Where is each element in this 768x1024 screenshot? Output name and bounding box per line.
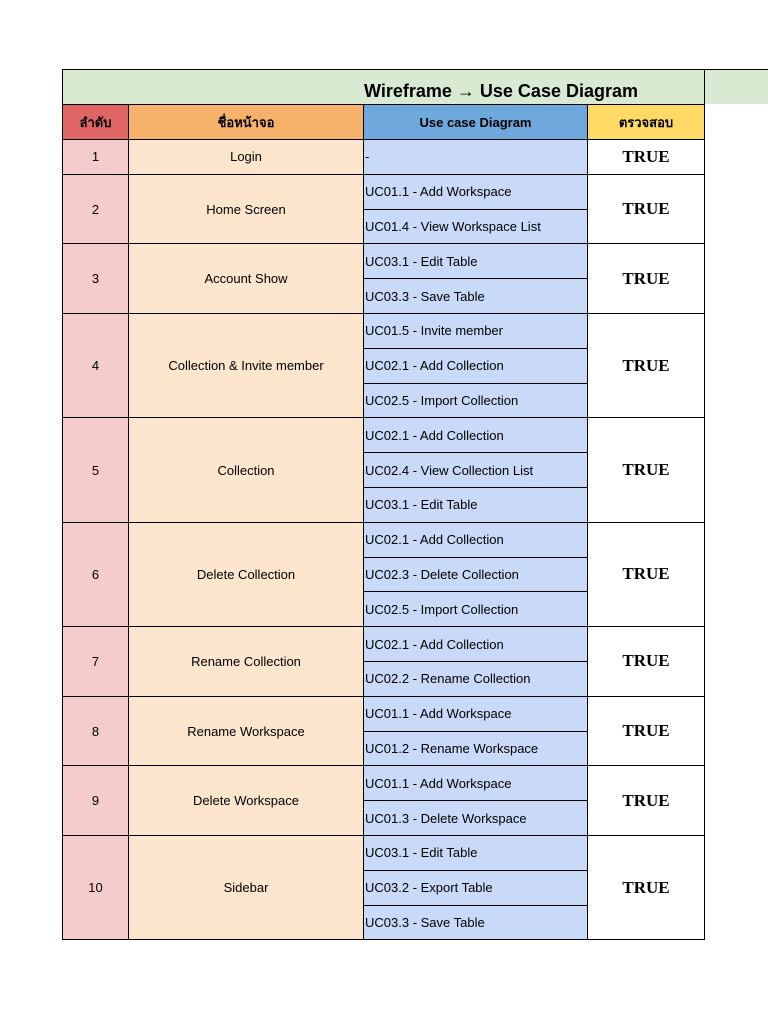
check-result-cell[interactable]: TRUE [588, 835, 705, 939]
table-row [63, 244, 705, 279]
table-row [63, 766, 705, 801]
use-case-cell[interactable]: UC02.5 - Import Collection [364, 592, 588, 627]
screen-name-cell[interactable]: Collection & Invite member [129, 313, 364, 417]
table-row [63, 522, 705, 557]
table-row [63, 140, 705, 175]
use-case-cell[interactable]: UC03.1 - Edit Table [364, 244, 588, 279]
header-screen-name[interactable]: ชื่อหน้าจอ [129, 105, 364, 140]
check-result-cell[interactable]: TRUE [588, 313, 705, 417]
screen-name-cell[interactable]: Collection [129, 418, 364, 522]
table-row [63, 313, 705, 348]
table-title: Wireframe → Use Case Diagram [364, 81, 638, 101]
screen-name-cell[interactable]: Login [129, 140, 364, 175]
use-case-cell[interactable]: UC02.1 - Add Collection [364, 522, 588, 557]
title-bar [62, 69, 768, 104]
table-row [63, 418, 705, 453]
row-number-cell[interactable]: 6 [63, 522, 129, 626]
header-use-case[interactable]: Use case Diagram [364, 105, 588, 140]
row-number-cell[interactable]: 2 [63, 174, 129, 244]
header-order[interactable]: ลำดับ [63, 105, 129, 140]
use-case-cell[interactable]: UC02.1 - Add Collection [364, 627, 588, 662]
use-case-cell[interactable]: UC01.1 - Add Workspace [364, 766, 588, 801]
title-divider [704, 70, 705, 104]
use-case-cell[interactable]: UC03.3 - Save Table [364, 905, 588, 940]
check-result-cell[interactable]: TRUE [588, 418, 705, 522]
use-case-cell[interactable]: UC01.4 - View Workspace List [364, 209, 588, 244]
check-result-cell[interactable]: TRUE [588, 244, 705, 314]
use-case-cell[interactable]: UC03.2 - Export Table [364, 870, 588, 905]
use-case-cell[interactable]: - [364, 140, 588, 175]
use-case-cell[interactable]: UC02.2 - Rename Collection [364, 661, 588, 696]
row-number-cell[interactable]: 5 [63, 418, 129, 522]
row-number-cell[interactable]: 8 [63, 696, 129, 766]
screen-name-cell[interactable]: Account Show [129, 244, 364, 314]
check-result-cell[interactable]: TRUE [588, 140, 705, 175]
use-case-cell[interactable]: UC02.4 - View Collection List [364, 453, 588, 488]
row-number-cell[interactable]: 7 [63, 627, 129, 697]
use-case-cell[interactable]: UC02.3 - Delete Collection [364, 557, 588, 592]
check-result-cell[interactable]: TRUE [588, 522, 705, 626]
check-result-cell[interactable]: TRUE [588, 174, 705, 244]
table-row [63, 835, 705, 870]
use-case-cell[interactable]: UC01.3 - Delete Workspace [364, 801, 588, 836]
row-number-cell[interactable]: 3 [63, 244, 129, 314]
row-number-cell[interactable]: 1 [63, 140, 129, 175]
screen-name-cell[interactable]: Sidebar [129, 835, 364, 939]
use-case-cell[interactable]: UC01.1 - Add Workspace [364, 174, 588, 209]
use-case-cell[interactable]: UC01.1 - Add Workspace [364, 696, 588, 731]
check-result-cell[interactable]: TRUE [588, 627, 705, 697]
screen-name-cell[interactable]: Home Screen [129, 174, 364, 244]
use-case-cell[interactable]: UC01.2 - Rename Workspace [364, 731, 588, 766]
screen-name-cell[interactable]: Delete Collection [129, 522, 364, 626]
screen-name-cell[interactable]: Rename Collection [129, 627, 364, 697]
use-case-cell[interactable]: UC02.1 - Add Collection [364, 348, 588, 383]
row-number-cell[interactable]: 4 [63, 313, 129, 417]
use-case-cell[interactable]: UC01.5 - Invite member [364, 313, 588, 348]
check-result-cell[interactable]: TRUE [588, 696, 705, 766]
table-row [63, 627, 705, 662]
screen-name-cell[interactable]: Rename Workspace [129, 696, 364, 766]
header-row [63, 105, 705, 140]
check-result-cell[interactable]: TRUE [588, 766, 705, 836]
use-case-cell[interactable]: UC02.5 - Import Collection [364, 383, 588, 418]
table-row [63, 174, 705, 209]
row-number-cell[interactable]: 10 [63, 835, 129, 939]
use-case-cell[interactable]: UC03.1 - Edit Table [364, 487, 588, 522]
use-case-cell[interactable]: UC03.3 - Save Table [364, 279, 588, 314]
mapping-table [62, 104, 705, 940]
header-check[interactable]: ตรวจสอบ [588, 105, 705, 140]
row-number-cell[interactable]: 9 [63, 766, 129, 836]
use-case-cell[interactable]: UC03.1 - Edit Table [364, 835, 588, 870]
table-body [63, 140, 705, 940]
use-case-cell[interactable]: UC02.1 - Add Collection [364, 418, 588, 453]
screen-name-cell[interactable]: Delete Workspace [129, 766, 364, 836]
table-row [63, 696, 705, 731]
